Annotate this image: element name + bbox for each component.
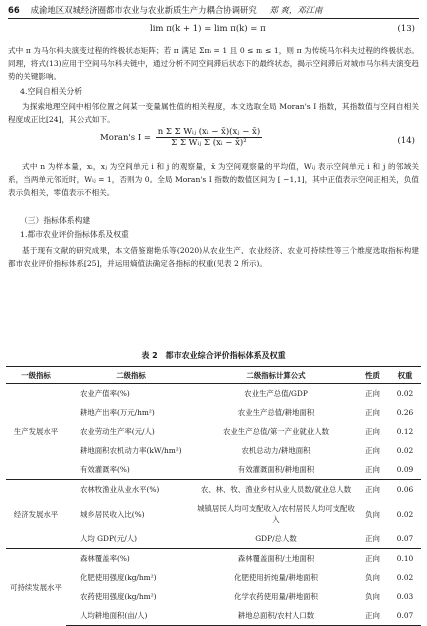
table-row xyxy=(6,384,421,404)
page-number: 66 xyxy=(8,5,20,15)
table-row xyxy=(6,499,421,529)
nature-cell: 正向 xyxy=(365,408,380,417)
table-row xyxy=(6,441,421,460)
formula-cell: 有效灌溉面积/耕地面积 xyxy=(237,465,315,474)
table-row xyxy=(6,549,421,569)
indicator-cell: 农业劳动生产率(元/人) xyxy=(80,427,155,436)
weight-cell: 0.03 xyxy=(396,592,414,601)
nature-cell: 正向 xyxy=(365,427,380,436)
indicator-cell: 人均 GDP(元/人) xyxy=(80,534,137,543)
equation-14 xyxy=(100,127,264,148)
table-row xyxy=(6,422,421,441)
nature-cell: 正向 xyxy=(365,465,380,474)
col-header-formula: 二级指标计算公式 xyxy=(196,367,356,384)
indicator-cell: 农业产值率(%) xyxy=(80,389,130,398)
weight-cell: 0.09 xyxy=(396,465,414,474)
nature-cell: 正向 xyxy=(365,446,380,455)
indicator-cell: 农药使用强度(kg/hm²) xyxy=(80,592,157,601)
col-header-weight: 权重 xyxy=(389,367,421,384)
paragraph-index-system: 基于现有文献的研究成果，本文借鉴谢艳乐等(2020)从农业生产、农业经济、农业可持续性等三个维度选取指标构建都市农业评价指标体系[25]，并运用熵值法确定各指标的权重(见表 2 所示)。 xyxy=(8,246,419,268)
formula-cell: 城镇居民人均可支配收入/农村居民人均可支配收入 xyxy=(197,504,355,524)
formula-cell: 化肥使用折纯量/耕地面积 xyxy=(234,573,318,582)
equation-14-label: (14) xyxy=(397,136,415,146)
weight-cell: 0.06 xyxy=(389,480,421,500)
indicator-cell: 森林覆盖率(%) xyxy=(66,549,196,569)
indicator-cell: 耕地产出率(万元/hm²) xyxy=(80,408,155,417)
equation-13-label: (13) xyxy=(397,24,415,34)
nature-cell: 正向 xyxy=(356,606,389,626)
formula-cell: 农业生产总值/第一产业就业人数 xyxy=(223,427,329,436)
table-caption: 表 2 都市农业综合评价指标体系及权重 xyxy=(141,351,286,360)
weight-cell: 0.10 xyxy=(389,549,421,569)
weight-cell: 0.02 xyxy=(396,389,414,398)
nature-cell: 正向 xyxy=(365,389,380,398)
section-heading-4: 4.空间自相关分析 xyxy=(20,87,83,96)
indicator-cell: 耕地面积农机动力率(kW/hm²) xyxy=(80,446,182,455)
nature-cell: 负向 xyxy=(365,509,380,519)
indicator-cell: 农林牧渔业从业水平(%) xyxy=(66,480,196,500)
indicator-cell: 有效灌溉率(%) xyxy=(80,465,130,474)
table-row xyxy=(6,460,421,480)
equation-14-lhs: Moran's I = xyxy=(100,133,152,143)
paragraph-markov: 式中 π 为马尔科夫演变过程的终极状态矩阵；若 π 满足 Σπᵢ = 1 且 0 ≤ πᵢ ≤ 1，则 π 为传统马尔科夫过程的终极状态。同理，将式(13)应用于空间马尔科夫链中，通过分析不同空间滞后状态下的最终状态，揭示空间滞后对城市马尔科夫演变趋势的关键影响。 xyxy=(8,46,419,81)
journal-title: 成渝地区双城经济圈都市农业与农业新质生产力耦合协调研究 xyxy=(30,5,257,15)
indicator-table xyxy=(6,366,421,626)
equation-14-fraction xyxy=(156,127,262,148)
subsection-heading-1: 1.都市农业评价指标体系及权重 xyxy=(20,230,129,239)
formula-cell: 农机总动力/耕地面积 xyxy=(241,446,311,455)
weight-cell: 0.02 xyxy=(396,573,414,582)
authors: 郑 爽，邓江南 xyxy=(269,5,323,15)
formula-cell: 化学农药使用量/耕地面积 xyxy=(234,592,318,601)
weight-cell: 0.07 xyxy=(396,534,414,543)
equation-13: lim π(k + 1) = lim π(k) = π xyxy=(150,24,266,34)
weight-cell: 0.02 xyxy=(396,509,414,519)
section-heading-indicators: （三）指标体系构建 xyxy=(20,216,91,225)
formula-cell: 森林覆盖面积/土地面积 xyxy=(196,549,356,569)
formula-cell: GDP/总人数 xyxy=(255,534,297,543)
indicator-cell: 化肥使用强度(kg/hm²) xyxy=(80,573,157,582)
running-header xyxy=(8,4,419,19)
group-economy: 经济发展水平 xyxy=(6,480,66,549)
nature-cell: 负向 xyxy=(365,592,380,601)
paragraph-moran-intro: 为探索地理空间中相邻位置之间某一变量属性值的相关程度，本文选取全局 Moran's I 指数，其指数值与空间自相关程度成正比[24]，其公式如下。 xyxy=(8,102,419,124)
formula-cell: 农、林、牧、渔业乡村从业人员数/就业总人数 xyxy=(196,480,356,500)
nature-cell: 正向 xyxy=(356,480,389,500)
table-row xyxy=(6,403,421,422)
weight-cell: 0.02 xyxy=(396,446,414,455)
weight-cell: 0.26 xyxy=(396,408,414,417)
table-row xyxy=(6,480,421,500)
col-header-level1: 一级指标 xyxy=(6,367,66,384)
nature-cell: 正向 xyxy=(365,534,380,543)
table-row xyxy=(6,606,421,626)
paragraph-moran-explain: 式中 n 为样本量，xᵢ，xⱼ 为空间单元 i 和 j 的观察量，x̄ 为空间观察量的平均值，Wᵢⱼ 表示空间单元 i 和 j 的邻域关系，当两单元邻近时，Wᵢⱼ = 1，否则为 0。全局 Moran's I 指数的数值区间为 [ −1,1]，其中正值表示空间正相关，负值表示负相关，零值表示不相关。 xyxy=(8,162,419,197)
nature-cell: 负向 xyxy=(365,573,380,582)
group-production: 生产发展水平 xyxy=(13,427,59,436)
formula-cell: 耕地总面积/农村人口数 xyxy=(196,606,356,626)
table-header-row xyxy=(6,367,421,384)
weight-cell: 0.07 xyxy=(389,606,421,626)
indicator-cell: 人均耕地面积(亩/人) xyxy=(66,606,196,626)
table-row xyxy=(6,568,421,587)
formula-cell: 农业生产总值/耕地面积 xyxy=(237,408,315,417)
indicator-cell: 城乡居民收入比(%) xyxy=(80,509,145,519)
col-header-nature: 性质 xyxy=(356,367,389,384)
table-row xyxy=(6,587,421,606)
equation-14-denominator: Σ Σ Wᵢⱼ Σ (xᵢ − x̄)² xyxy=(171,138,247,148)
equation-14-numerator: n Σ Σ Wᵢⱼ (xᵢ − x̄)(xⱼ − x̄) xyxy=(157,127,261,137)
nature-cell: 正向 xyxy=(356,549,389,569)
formula-cell: 农业生产总值/GDP xyxy=(244,389,308,398)
col-header-level2: 二级指标 xyxy=(66,367,196,384)
table-row xyxy=(6,529,421,549)
group-sustainability: 可持续发展水平 xyxy=(6,549,66,626)
weight-cell: 0.12 xyxy=(396,427,414,436)
